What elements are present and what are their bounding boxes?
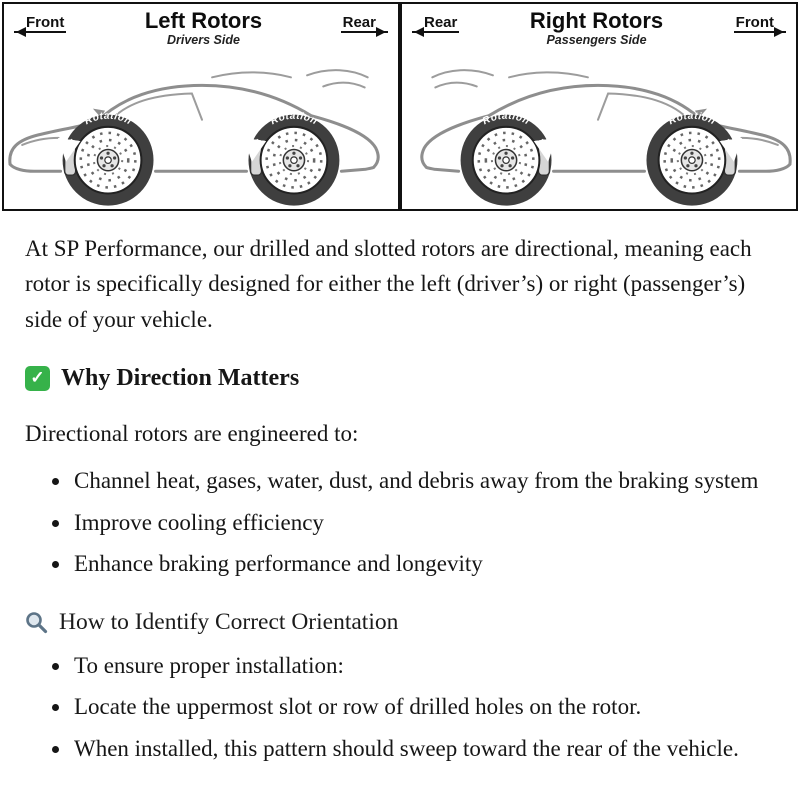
installation-list — [25, 649, 775, 767]
arrow-left-icon — [16, 27, 26, 37]
front-label: Front — [26, 14, 65, 31]
panel-subtitle: Passengers Side — [546, 33, 647, 48]
arrow-right-icon — [376, 27, 386, 37]
list-item: • Enhance braking performance and longevity — [72, 547, 775, 582]
list-item: • To ensure proper installation: — [72, 649, 775, 684]
section-heading-text: Why Direction Matters — [61, 364, 300, 391]
rear-direction-label — [412, 15, 459, 33]
driver-side-car-illustration — [4, 47, 398, 209]
front-direction-label — [734, 15, 786, 33]
front-direction-label — [14, 15, 66, 33]
left-rotors-panel — [2, 2, 400, 211]
rotation-label: Rotation — [480, 110, 532, 128]
rear-direction-label — [341, 15, 388, 33]
arrow-right-icon — [774, 27, 784, 37]
panel-subtitle: Drivers Side — [166, 33, 240, 48]
panel-title: Right Rotors — [529, 8, 664, 33]
list-item: • When installed, this pattern should sweep toward the rear of the vehicle. — [72, 732, 775, 767]
right-panel-header — [402, 4, 796, 47]
section-heading-text: How to Identify Correct Orientation — [59, 608, 399, 635]
list-item: • Improve cooling efficiency — [72, 506, 775, 541]
rear-label: Rear — [342, 14, 376, 31]
rotation-label: Rotation — [82, 110, 134, 128]
rotation-label: Rotation — [666, 110, 718, 128]
section-heading-why-direction-matters — [25, 365, 775, 392]
panel-title: Left Rotors — [144, 8, 263, 33]
rotor-direction-diagram — [2, 2, 798, 211]
passenger-side-car-illustration — [402, 47, 796, 209]
list-item: • Locate the uppermost slot or row of drilled holes on the rotor. — [72, 690, 775, 725]
right-rotors-panel — [400, 2, 798, 211]
section-heading-identify-orientation — [25, 609, 775, 636]
magnifier-icon — [25, 611, 48, 634]
check-icon: ✓ — [25, 366, 50, 391]
panel-title-block — [145, 9, 262, 47]
rotation-label: Rotation — [268, 110, 320, 128]
arrow-left-icon — [414, 27, 424, 37]
benefits-list — [25, 464, 775, 582]
rear-label: Rear — [424, 14, 458, 31]
front-label: Front — [735, 14, 774, 31]
left-panel-header — [4, 4, 398, 47]
article-body — [0, 231, 800, 766]
panel-title-block — [530, 9, 663, 47]
lead-paragraph: Directional rotors are engineered to: — [25, 420, 359, 446]
product-info-page — [0, 2, 800, 766]
list-item: • Channel heat, gases, water, dust, and debris away from the braking system — [72, 464, 775, 499]
intro-paragraph: At SP Performance, our drilled and slotted rotors are directional, meaning each rotor is specifically designed for either the left (driver’s) or right (passenger’s) side of your vehicle. — [25, 235, 752, 333]
